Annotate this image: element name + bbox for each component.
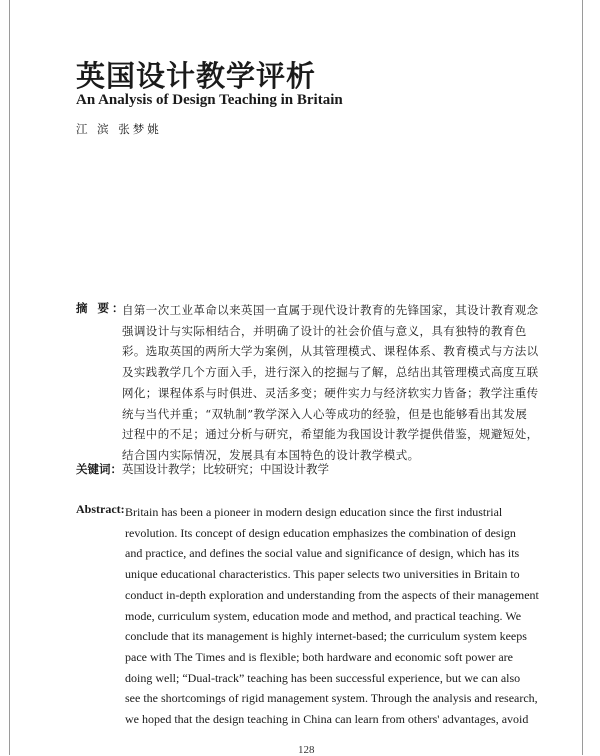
- abstract-en-line: conclude that its management is highly internet-based; the curriculum system keeps: [125, 629, 527, 644]
- article-title-english: An Analysis of Design Teaching in Britain: [76, 92, 343, 108]
- abstract-en-line: see the shortcomings of rigid management system. Through the analysis and research,: [125, 691, 538, 706]
- abstract-en-line: mode, curriculum system, education mode and method, and practical teaching. We: [125, 608, 522, 623]
- abstract-cn-line: 彩。选取英国的两所大学为案例，从其管理模式、课程体系、教育模式与方法以: [122, 344, 539, 359]
- keywords-chinese: [76, 461, 329, 477]
- author-names: 江 滨 张梦姚: [76, 122, 162, 136]
- abstract-en-line: unique educational characteristics. This paper selects two universities in Britain to: [125, 567, 520, 582]
- abstract-cn-line: 过程中的不足；通过分析与研究，希望能为我国设计教学提供借鉴，规避短处，: [122, 427, 539, 442]
- keywords-label: 关键词：: [76, 462, 122, 476]
- abstract-cn-line: 网化；课程体系与时俱进、灵活多变；硬件实力与经济软实力皆备；教学注重传: [122, 385, 539, 400]
- abstract-en-line: Britain has been a pioneer in modern design education since the first industrial: [125, 505, 503, 519]
- abstract-chinese: [76, 300, 539, 466]
- page-number: 128: [298, 744, 315, 756]
- keywords-text: 英国设计教学；比较研究；中国设计教学: [122, 462, 329, 476]
- abstract-cn-line: 自第一次工业革命以来英国一直属于现代设计教育的先锋国家，其设计教育观念: [122, 303, 539, 317]
- abstract-en-line: revolution. Its concept of design education emphasizes the combination of design: [125, 525, 516, 540]
- abstract-label-chinese: 摘 要：: [76, 301, 127, 315]
- abstract-en-line: doing well; “Dual-track” teaching has been successful experience, but we can also: [125, 670, 521, 685]
- abstract-cn-line: 强调设计与实际相结合，并明确了设计的社会价值与意义，具有独特的教育色: [122, 323, 527, 338]
- abstract-cn-line: 及实践教学几个方面入手，进行深入的挖掘与了解，总结出其管理模式高度互联: [122, 365, 539, 380]
- abstract-english: [125, 502, 539, 730]
- abstract-label-english: Abstract:: [76, 502, 125, 516]
- abstract-cn-line: 结合国内实际情况，发展具有本国特色的设计教学模式。: [122, 447, 420, 462]
- abstract-en-line: and practice, and defines the social value and significance of design, which has its: [125, 546, 520, 561]
- abstract-en-line: conduct in-depth exploration and understanding from the aspects of their management: [125, 587, 539, 602]
- abstract-en-line: we hoped that the design teaching in China can learn from others' advantages, avoid: [125, 712, 529, 727]
- article-title-chinese: 英国设计教学评析: [76, 59, 317, 93]
- abstract-cn-line: 统与当代并重；“双轨制”教学深入人心等成功的经验，但是也能够看出其发展: [122, 406, 528, 421]
- abstract-en-line: pace with The Times and is flexible; both hardware and economic soft power are: [125, 649, 514, 664]
